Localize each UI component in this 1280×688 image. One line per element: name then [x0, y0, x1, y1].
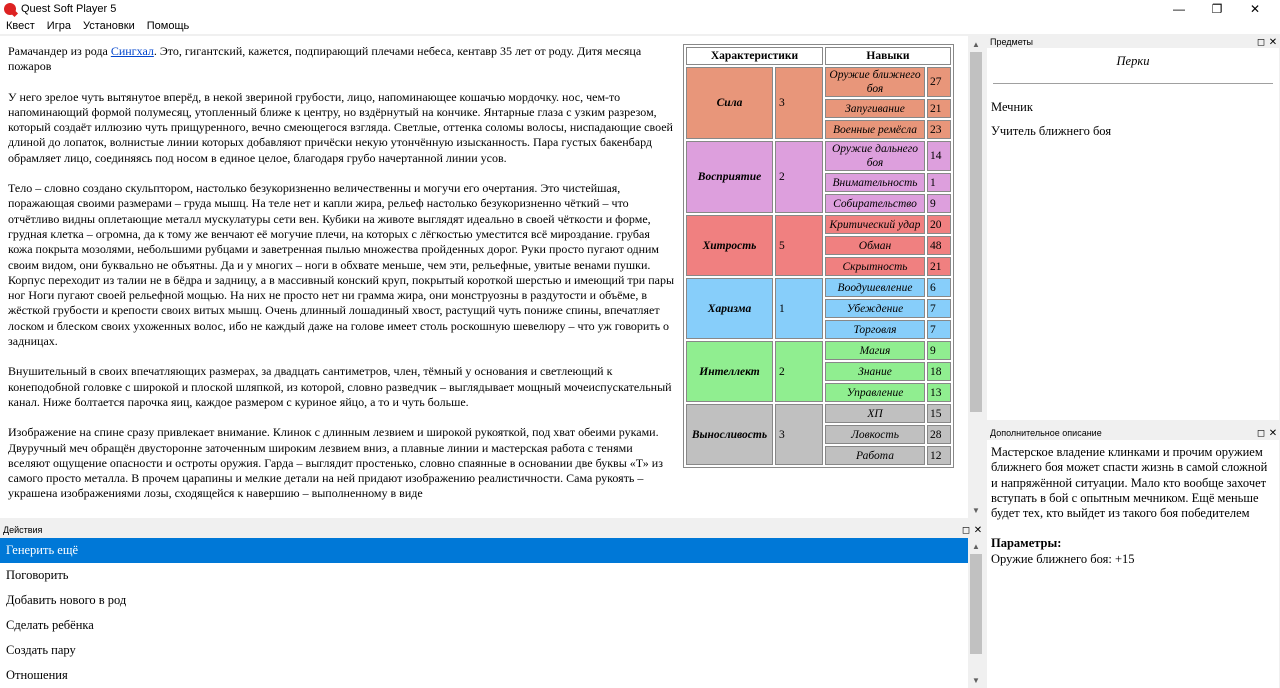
skill-value: 14 [927, 141, 951, 171]
scroll-thumb[interactable] [970, 554, 982, 654]
items-panel-title: Предметы [990, 37, 1034, 47]
attribute-name: Харизма [686, 278, 773, 339]
story-paragraph: Тело – словно создано скульптором, настолько безукоризненно величественны и могучи его очертания. Это чистейшая, поражающая своими размерами – груда мышц. На теле нет и капли жира, рельеф настолько безукоризненно чёткий – что отчётливо видны оплетающие металл мускулатуры сети вен. Кубики на животе выглядят идеально в своей чёткости и форме, грудная клетка – огромна, да к тому же венчают её могучие плечи, на которых с лёгкостью уместится всё мироздание. грубая кожа покрыта мозолями, небольшими рубцами и заветренная пылью множества пройденных дорог. Руки просто пугают одним своим видом, они буквально не объятны. Да и у многих – ноги в обхвате меньше, чем эти, рельефные, увитые венами пушки. Корпус переходит из талии не в бёдра и задницу, а в массивный конский круп, покрытый короткой шерстью и имеющий три пары ног Ноги пугают своей рельефной мощью. На них не просто нет ни грамма жира, они монструозны в раздутости и объёме, в жёсткой грубости и крепости своих витых мышц. Очень длинный лошадиный хвост, растущий чуть пониже спины, впечатляет лоском и блеском своих ухоженных волос, ибо не каждый даже на голове имеет столь роскошную шевелюру – что уж говорить о задницах. [8, 181, 675, 349]
float-icon[interactable]: ◻ [961, 524, 971, 536]
story-paragraph: Изображение на спине сразу привлекает внимание. Клинок с длинным лезвием и широкой рукояткой, под хват обеими руками. Двуручный меч обращён двусторонне заточенным широким лезвием вниз, а плавные линии и мастерская работа с тенями вселяют ощущение опасности и остроты оружия. Гарда – выглядит простенько, словно спаянные в основании две буквы «Т» из самого просто металла. В прочем царапины и мелкие детали на ней придают изображению реалистичности. Сама рукоять – украшена изображениями лозы, сходящейся к навершию – выполненному в виде [8, 425, 663, 501]
desc-panel-title: Дополнительное описание [990, 428, 1102, 438]
app-logo-icon [4, 3, 16, 15]
skill-value: 15 [927, 404, 951, 423]
skill-value: 21 [927, 257, 951, 276]
story-intro-rest: . Это, гигантский, кажется, подпирающий плечами небеса, кентавр 35 лет от роду. Дитя месяца пожаров [8, 44, 642, 74]
actions-list [0, 538, 968, 688]
skill-value: 28 [927, 425, 951, 444]
skill-value: 12 [927, 446, 951, 465]
items-panel-header [987, 36, 1279, 48]
attribute-value: 5 [775, 215, 823, 276]
story-paragraph: Внушительный в своих впечатляющих размерах, за двадцать сантиметров, член, тёмный у основания и светлеющий к конеподобной головке с широкой и плоской шляпкой, из которой, словно разведчик – выглядывает мощный мочеиспускательный канал. Ниже болтается парочка яиц, каждое размером с куриное яйцо, а то и чуть больше. [8, 364, 672, 409]
skill-name: Собирательство [825, 194, 925, 213]
skill-name: Внимательность [825, 173, 925, 192]
perk-item[interactable]: Учитель ближнего боя [991, 124, 1112, 138]
title-bar [0, 0, 1280, 18]
params-value: Оружие ближнего боя: +15 [991, 551, 1135, 566]
attribute-value: 2 [775, 141, 823, 213]
skill-value: 7 [927, 320, 951, 339]
skill-value: 23 [927, 120, 951, 139]
skill-value: 7 [927, 299, 951, 318]
story-scrollbar[interactable] [968, 36, 984, 518]
skill-name: Работа [825, 446, 925, 465]
story-pane [0, 36, 968, 518]
action-item[interactable]: Создать пару [6, 643, 76, 657]
skill-name: Управление [825, 383, 925, 402]
skill-value: 9 [927, 194, 951, 213]
skill-name: Ловкость [825, 425, 925, 444]
scroll-down-icon[interactable]: ▼ [972, 505, 980, 515]
skill-name: Воодушевление [825, 278, 925, 297]
attribute-value: 3 [775, 67, 823, 139]
stats-header-attributes: Характеристики [686, 47, 823, 65]
scroll-thumb[interactable] [970, 52, 982, 412]
skill-name: Обман [825, 236, 925, 255]
story-paragraph: У него зрелое чуть вытянутое вперёд, в некой звериной грубости, лицо, напоминающее кошачью мордочку. нос, чем-то напоминающий формой полумесяц, утопленный ближе к центру, но вздёрнутый на кончике. Янтарные глаза с узким разрезом, который создаёт иллюзию чуть прищуренного, вечно смеющегося взгляда. Светлые, оттенка соломы волосы, ниспадающие своей длиной до лопаток, волнистые линии которых добавляют причёски некую утончённую изысканность. Пара густых бакенбард обрамляет лицо, соединяясь под носом в единое целое, благодаря грубо начертанной линии усов. [8, 89, 673, 165]
menu-quest[interactable]: Квест [6, 20, 35, 32]
items-panel [987, 48, 1279, 420]
skill-value: 18 [927, 362, 951, 381]
skill-name: Военные ремёсла [825, 120, 925, 139]
window-title: Quest Soft Player 5 [21, 3, 117, 15]
skill-value: 48 [927, 236, 951, 255]
skill-name: Магия [825, 341, 925, 360]
attribute-name: Выносливость [686, 404, 773, 465]
skill-value: 20 [927, 215, 951, 234]
menu-settings[interactable]: Установки [82, 20, 135, 32]
menu-game[interactable]: Игра [46, 20, 71, 32]
attribute-name: Хитрость [686, 215, 773, 276]
attribute-value: 2 [775, 341, 823, 402]
minimize-button[interactable]: — [1173, 2, 1185, 16]
perks-title: Перки [1116, 54, 1150, 68]
menu-help[interactable]: Помощь [146, 20, 190, 32]
skill-value: 27 [927, 67, 951, 97]
skill-name: Оружие ближнего боя [825, 67, 925, 97]
panel-close-icon[interactable]: ✕ [1268, 427, 1278, 439]
float-icon[interactable]: ◻ [1256, 36, 1266, 48]
story-paragraph [8, 44, 676, 75]
actions-panel-title: Действия [3, 525, 43, 535]
scroll-up-icon[interactable]: ▲ [972, 39, 980, 49]
skill-value: 13 [927, 383, 951, 402]
attribute-value: 1 [775, 278, 823, 339]
actions-scrollbar[interactable] [968, 538, 984, 688]
attribute-name: Восприятие [686, 141, 773, 213]
description-text: Мастерское владение клинками и прочим оружием ближнего боя может спасти жизнь в самой сложной и напряжённой ситуации. Мало кто вообще захочет вступать в бой с опытным мечником. Ещё меньше будет тех, кто выйдет из такого боя победителем [991, 445, 1268, 521]
scroll-down-icon[interactable]: ▼ [972, 675, 980, 685]
clan-link[interactable]: Сингхал [110, 44, 154, 58]
panel-close-icon[interactable]: ✕ [1268, 36, 1278, 48]
skill-value: 6 [927, 278, 951, 297]
skill-name: Скрытность [825, 257, 925, 276]
action-item[interactable]: Отношения [6, 668, 68, 682]
skill-name: Знание [825, 362, 925, 381]
actions-panel-header [0, 524, 984, 536]
skill-value: 1 [927, 173, 951, 192]
attribute-name: Интеллект [686, 341, 773, 402]
skill-name: Убеждение [825, 299, 925, 318]
maximize-button[interactable]: ❐ [1211, 2, 1223, 16]
skill-value: 9 [927, 341, 951, 360]
skill-value: 21 [927, 99, 951, 118]
stats-table [683, 44, 954, 468]
description-panel [987, 440, 1279, 688]
skill-name: Критический удар [825, 215, 925, 234]
action-item[interactable]: Сделать ребёнка [6, 618, 94, 632]
action-item[interactable]: Генерить ещё [0, 538, 968, 563]
scroll-up-icon[interactable]: ▲ [972, 541, 980, 551]
params-label: Параметры: [991, 536, 1062, 551]
close-button[interactable]: ✕ [1249, 2, 1261, 16]
desc-panel-header [987, 427, 1279, 439]
story-intro: Рамачандер из рода [8, 44, 111, 58]
attribute-value: 3 [775, 404, 823, 465]
panel-close-icon[interactable]: ✕ [973, 524, 983, 536]
skill-name: Запугивание [825, 99, 925, 118]
menu-bar [0, 18, 1280, 34]
stats-header-skills: Навыки [825, 47, 951, 65]
perk-item[interactable]: Мечник [991, 100, 1033, 114]
action-item[interactable]: Поговорить [6, 568, 69, 582]
story-text [8, 44, 676, 517]
float-icon[interactable]: ◻ [1256, 427, 1266, 439]
attribute-name: Сила [686, 67, 773, 139]
divider [993, 83, 1273, 84]
skill-name: Оружие дальнего боя [825, 141, 925, 171]
skill-name: ХП [825, 404, 925, 423]
skill-name: Торговля [825, 320, 925, 339]
action-item[interactable]: Добавить нового в род [6, 593, 127, 607]
